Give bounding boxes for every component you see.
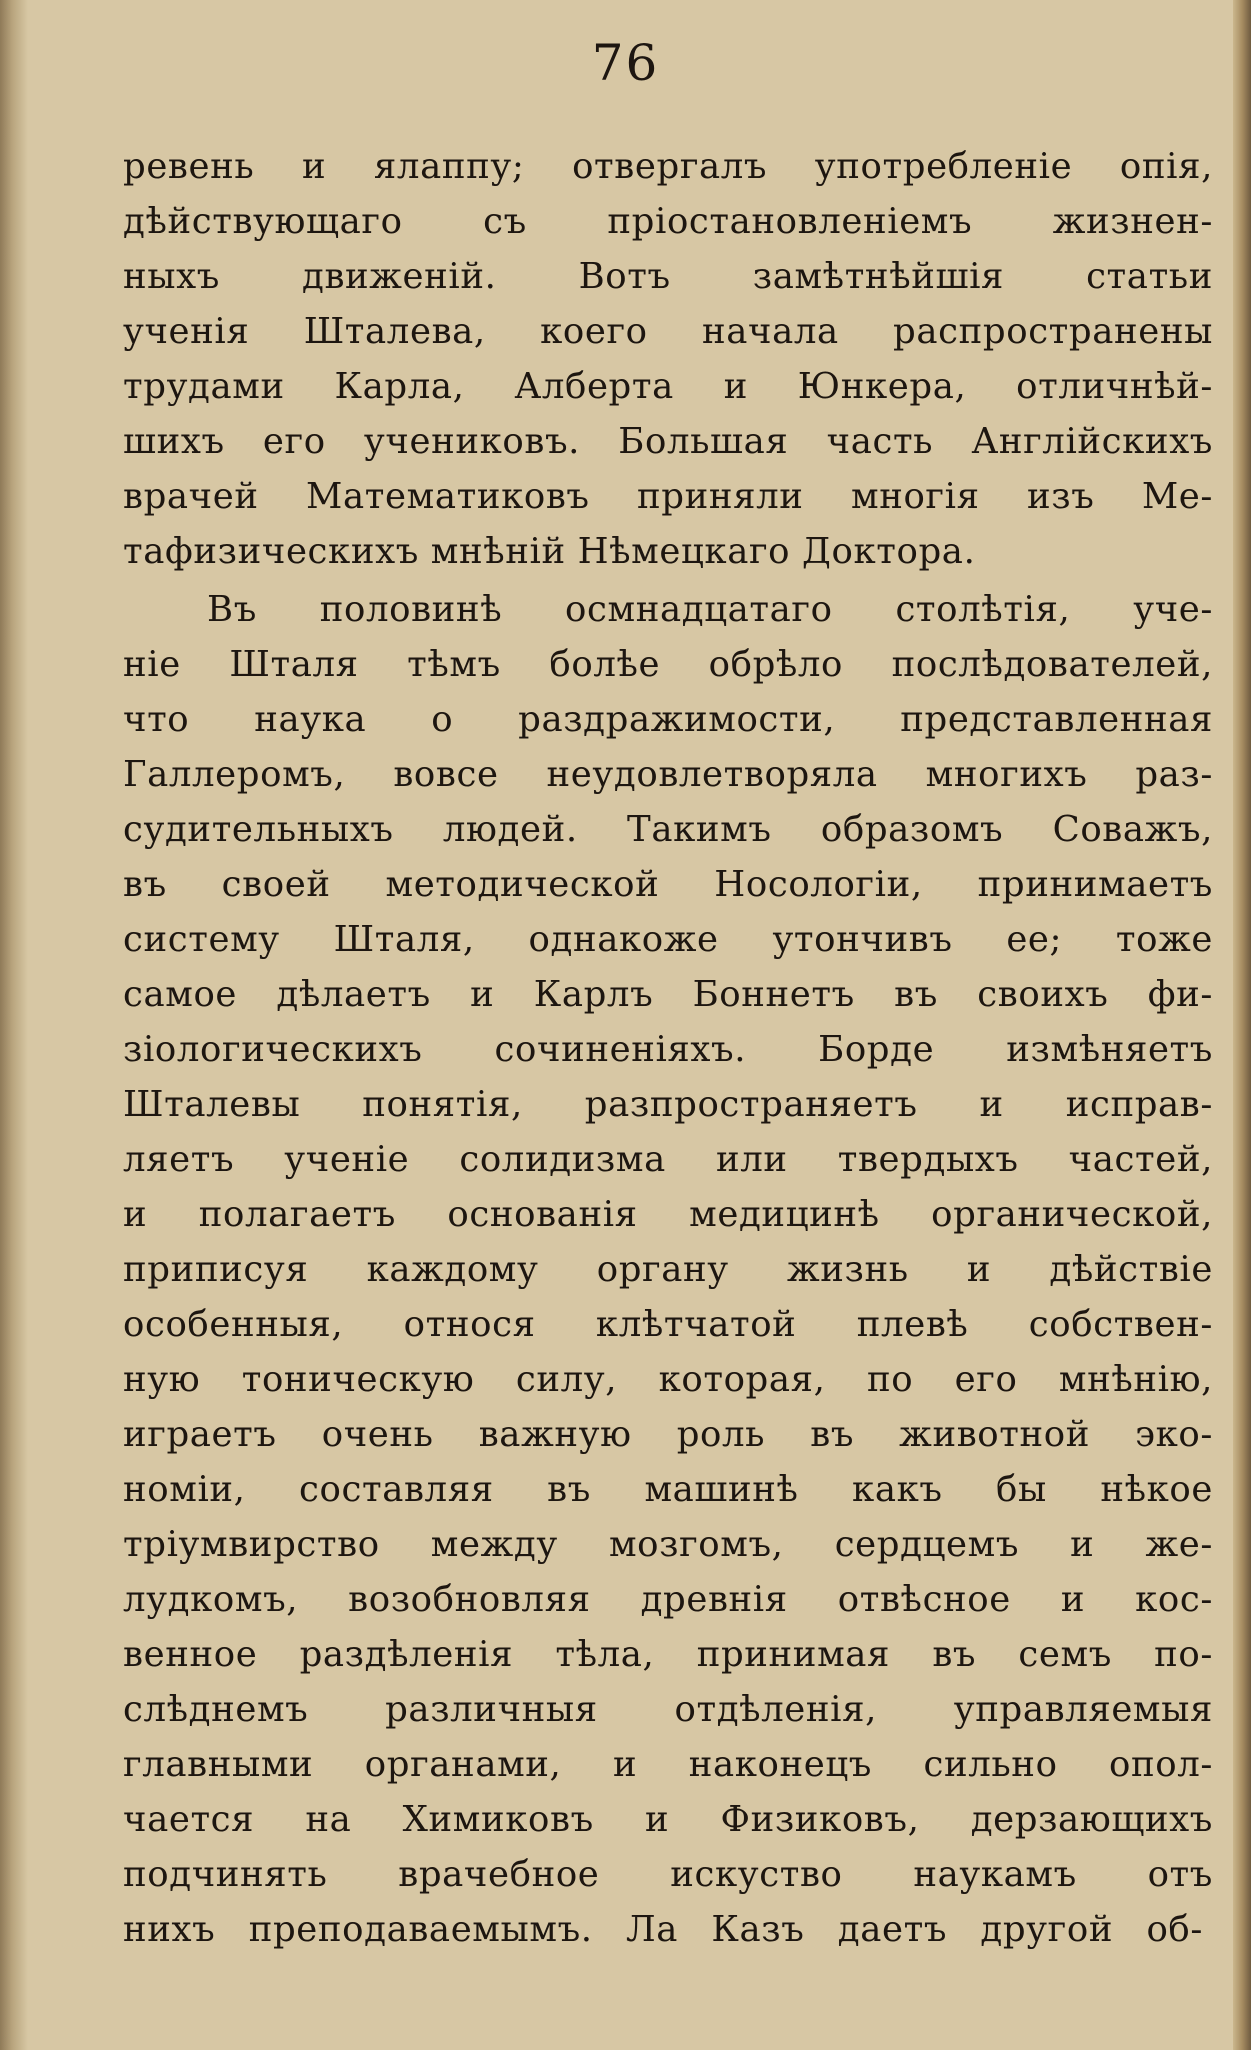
text-line: главными органами, и наконецъ сильно опол- bbox=[123, 1744, 1213, 1785]
body-text bbox=[123, 140, 1213, 2030]
paragraph-first-line: Въ половинѣ осмнадцатаго столѣтія, уче- bbox=[207, 589, 1213, 630]
text-line: ныхъ движеній. Вотъ замѣтнѣйшія статьи bbox=[123, 256, 1213, 297]
text-line: ніе Шталя тѣмъ болѣе обрѣло послѣдователей, bbox=[123, 644, 1213, 685]
text-line: Галлеромъ, вовсе неудовлетворяла многихъ раз- bbox=[123, 754, 1213, 795]
text-line: лудкомъ, возобновляя древнія отвѣсное и кос- bbox=[123, 1579, 1213, 1620]
text-line: ученія Шталева, коего начала распространены bbox=[123, 311, 1213, 352]
page-number: 76 bbox=[591, 34, 660, 92]
text-line: и полагаетъ основанія медицинѣ органической, bbox=[123, 1194, 1213, 1235]
page-binding-shadow bbox=[0, 0, 28, 2050]
text-line: дѣйствующаго съ пріостановленіемъ жизнен- bbox=[123, 201, 1213, 242]
text-line: играетъ очень важную роль въ животной эко- bbox=[123, 1414, 1213, 1455]
text-line: ную тоническую силу, которая, по его мнѣнію, bbox=[123, 1359, 1213, 1400]
text-line: что наука о раздражимости, представленная bbox=[123, 699, 1213, 740]
page-edge bbox=[1233, 0, 1251, 2050]
text-line: тафизическихъ мнѣній Нѣмецкаго Доктора. bbox=[123, 531, 976, 572]
text-line: чается на Химиковъ и Физиковъ, дерзающихъ bbox=[123, 1799, 1213, 1840]
text-line: врачей Математиковъ приняли многія изъ Ме- bbox=[123, 476, 1213, 517]
text-line: слѣднемъ различныя отдѣленія, управляемыя bbox=[123, 1689, 1213, 1730]
text-line: въ своей методической Носологіи, принимаетъ bbox=[123, 864, 1213, 905]
text-line: подчинять врачебное искуство наукамъ отъ bbox=[123, 1854, 1213, 1895]
text-line: самое дѣлаетъ и Карлъ Боннетъ въ своихъ фи- bbox=[123, 974, 1213, 1015]
text-line: шихъ его учениковъ. Большая часть Англійскихъ bbox=[123, 421, 1213, 462]
text-line: нихъ преподаваемымъ. Ла Казъ даетъ другой об- bbox=[123, 1909, 1203, 1950]
text-line: Шталевы понятія, разпространяетъ и исправ- bbox=[123, 1084, 1213, 1125]
text-line: тріумвирство между мозгомъ, сердцемъ и же- bbox=[123, 1524, 1213, 1565]
text-line: судительныхъ людей. Такимъ образомъ Соважъ, bbox=[123, 809, 1213, 850]
text-line: приписуя каждому органу жизнь и дѣйствіе bbox=[123, 1249, 1213, 1290]
text-line: трудами Карла, Алберта и Юнкера, отличнѣй- bbox=[123, 366, 1213, 407]
text-line: зіологическихъ сочиненіяхъ. Борде измѣняетъ bbox=[123, 1029, 1213, 1070]
text-line: особенныя, относя клѣтчатой плевѣ собствен- bbox=[123, 1304, 1213, 1345]
text-line: ревень и ялаппу; отвергалъ употребленіе опія, bbox=[123, 146, 1213, 187]
text-line: ляетъ ученіе солидизма или твердыхъ частей, bbox=[123, 1139, 1213, 1180]
text-line: систему Шталя, однакоже утончивъ ее; тоже bbox=[123, 919, 1213, 960]
text-line: венное раздѣленія тѣла, принимая въ семъ по- bbox=[123, 1634, 1213, 1675]
text-line: номіи, составляя въ машинѣ какъ бы нѣкое bbox=[123, 1469, 1213, 1510]
